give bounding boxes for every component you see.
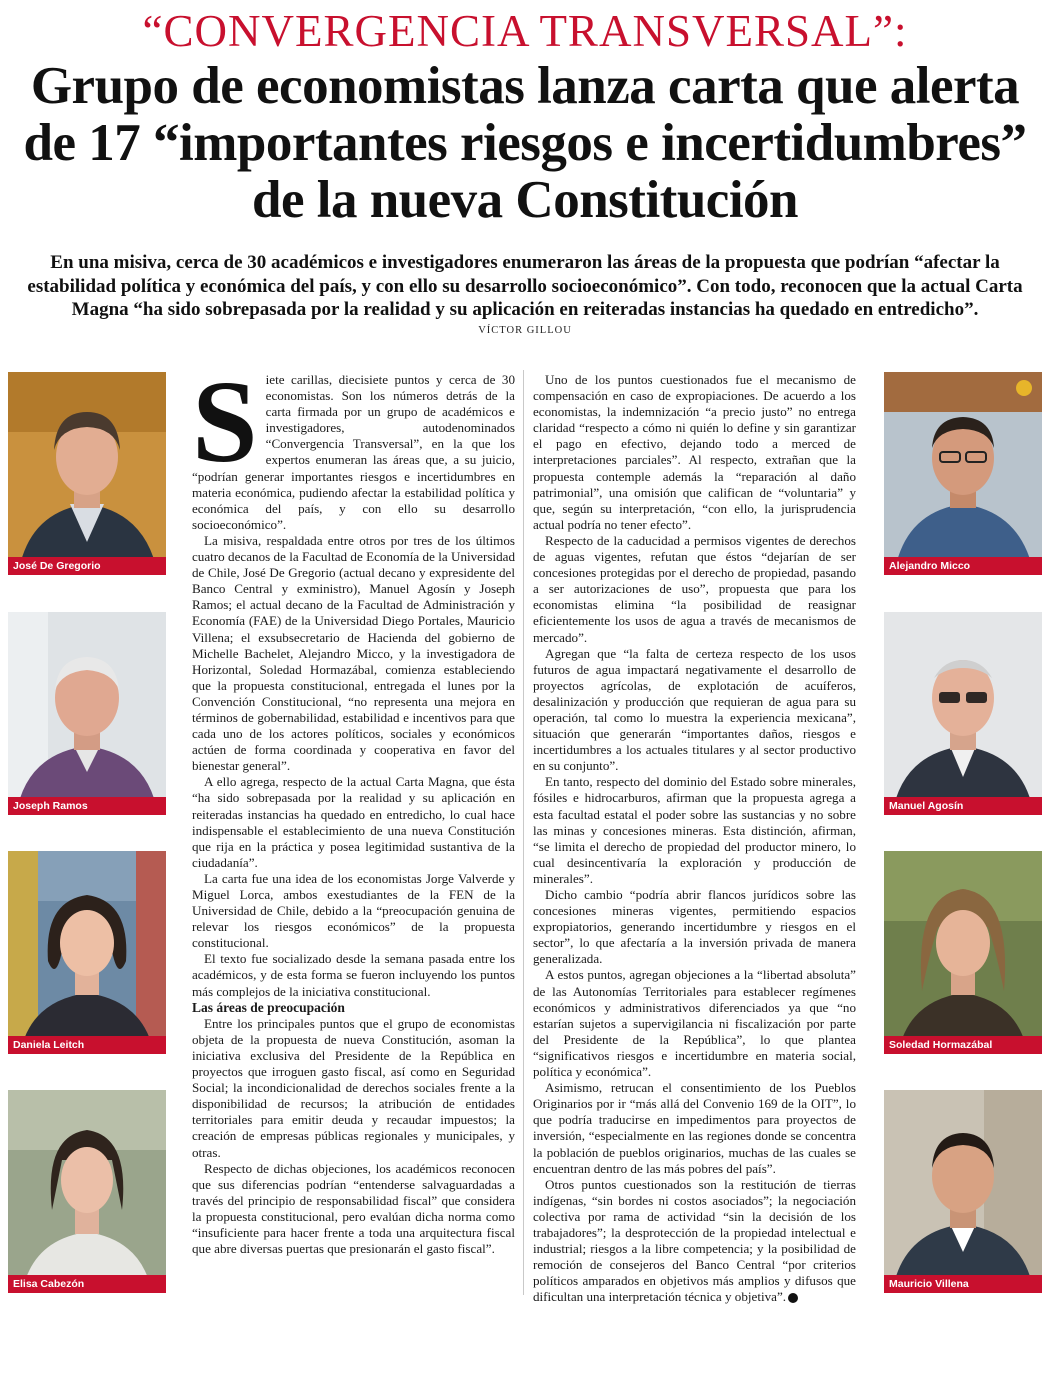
headline-line-1: Grupo de economistas lanza carta que alerta	[30, 57, 1020, 115]
portrait-illustration	[8, 1090, 166, 1293]
caption-right-4: Mauricio Villena	[884, 1275, 1042, 1293]
portrait-illustration	[8, 372, 166, 575]
paragraph: El texto fue socializado desde la semana pasada entre los académicos, y de esta forma se fueron incluyendo los puntos más complejos de la iniciativa constitucional.	[192, 951, 515, 999]
paragraph: La misiva, respaldada entre otros por tres de los últimos cuatro decanos de la Facultad de Economía de la Universidad de Chile, José De Gregorio (actual decano y expresidente del Banco Central y exministro), Manuel Agosín y Joseph Ramos; el actual decano de la Facultad de Administración y Economía (FAE) de la Universidad Diego Portales, Mauricio Villena; el exsubsecretario de Hacienda del gobierno de Michelle Bachelet, Alejandro Micco, y la investigadora de Horizontal, Soledad Hormazábal, comienza estableciendo que la propuesta constitucional, entregada el lunes por la Convención Constitucional, “no representa una mejora en términos de gobernabilidad, estabilidad e incentivos para que cada uno de los actores políticos, sociales y económicos actúen de forma coordinada y cooperativa en favor del bienestar general”.	[192, 532, 515, 774]
kicker: “CONVERGENCIA TRANSVERSAL”:	[142, 6, 908, 56]
paragraph-text: Otros puntos cuestionados son la restitución de tierras indígenas, “sin bordes ni costos asociados”; la negociación colectiva por rama de actividad “sin la decisión de los trabajadores”; la desprotección de la propiedad intelectual e industrial; riesgos a la libre competencia; y la posibilidad de remoción de consejeros del Banco Central “por criterios políticos amparados en objetivos más amplios y difusos que dificultan una interpretación técnica y objetiva”.	[533, 1176, 856, 1305]
paragraph: En tanto, respecto del dominio del Estado sobre minerales, fósiles e hidrocarburos, afirman que la propuesta agrega a esta facultad estatal el poder sobre las sustancias y no sobre las minas y concesiones mineras. Esta distinción, afirman, “se limita el derecho de propiedad del productor minero, lo cual desincentivaría la exploración y producción de minerales”.	[533, 774, 856, 886]
paragraph: A ello agrega, respecto de la actual Carta Magna, que ésta “ha sido sobrepasada por la realidad y su aplicación en reiteradas instancias ha quedado en entredicho, lo cual hace indispensable el establecimiento de una nueva Constitución que rija en la práctica y posea legitimidad sustantiva de la ciudadanía”.	[192, 774, 515, 870]
column-divider	[523, 370, 524, 1295]
deck: En una misiva, cerca de 30 académicos e investigadores enumeraron las áreas de la propuesta que podrían “afectar la estabilidad política y económica del país, y con ello su desarrollo socioeconómico”. Con todo, reconocen que la actual Carta Magna “ha sido sobrepasada por la realidad y su aplicación en reiteradas instancias ha quedado en entredicho”.	[27, 252, 1023, 320]
paragraph: A estos puntos, agregan objeciones a la “libertad absoluta” de las Autonomías Territoriales para establecer regímenes económicos y administrativos diferenciados ya que “no estarían sujetos a supervigilancia ni fiscalización por parte del Presidente de la República”, lo que plantea “significativos riesgos e incertidumbre en materia social, política y económica”.	[533, 967, 856, 1080]
dropcap: S	[192, 356, 258, 487]
photo-daniela-leitch	[8, 851, 166, 1054]
end-of-article-icon	[788, 1293, 798, 1303]
paragraph: Uno de los puntos cuestionados fue el mecanismo de compensación en caso de expropiaciones. De acuerdo a los economistas, la indemnización “a precio justo” no entrega claridad “respecto a cómo ni quién lo define y sin garantizar el pago en efectivo, dejando todo a merced de interpretaciones parciales”. Al respecto, extrañan que la propuesta contemple además la “reparación al daño patrimonial”, una omisión que califican de “voluntaria” y que, según su interpretación, “con ello, la jurisprudencia actual podría no tener efecto”.	[533, 372, 856, 532]
portrait-illustration	[8, 851, 166, 1054]
photo-soledad-hormazabal	[884, 851, 1042, 1054]
byline: VÍCTOR GILLOU	[478, 325, 572, 336]
portrait-illustration	[884, 1090, 1042, 1293]
portrait-illustration	[884, 372, 1042, 575]
portrait-illustration	[884, 612, 1042, 815]
photo-joseph-ramos	[8, 612, 166, 815]
caption-right-3: Soledad Hormazábal	[884, 1036, 1042, 1054]
caption-left-2: Joseph Ramos	[8, 797, 166, 815]
caption-left-1: José De Gregorio	[8, 557, 166, 575]
portrait-illustration	[8, 612, 166, 815]
paragraph: Respecto de dichas objeciones, los académicos reconocen que sus diferencias podrían “entenderse salvaguardadas a través del principio de responsabilidad fiscal” que considera la propuesta constitucional, pero evalúan dicha norma como “insuficiente para hacer frente a toda una arquitectura fiscal que abre diversas puertas que presionarán el gasto fiscal”.	[192, 1160, 515, 1257]
photo-elisa-cabezon	[8, 1090, 166, 1293]
body-column-1	[192, 356, 515, 1257]
last-paragraph	[533, 1177, 856, 1306]
caption-right-2: Manuel Agosín	[884, 797, 1042, 815]
paragraph: Dicho cambio “podría abrir flancos jurídicos sobre las concesiones mineras vigentes, permitiendo espacios expropiatorios, generando incertidumbre y riesgos en el sector”, lo que afectaría a la inversión privada de manera generalizada.	[533, 887, 856, 967]
paragraph: Entre los principales puntos que el grupo de economistas objeta de la propuesta de nueva Constitución, asoman la iniciativa exclusiva del Presidente de la República en proyectos que irroguen gasto fiscal, así como en Seguridad Social; la incondicionalidad de derechos sociales frente a la disponibilidad de recursos; la atribución de entidades territoriales para emitir deuda y recaudar impuestos; la creación de empresas públicas regionales y municipales, y otras.	[192, 1015, 515, 1160]
photo-alejandro-micco	[884, 372, 1042, 575]
paragraph: La carta fue una idea de los economistas Jorge Valverde y Miguel Lorca, ambos exestudiantes de la FEN de la Universidad de Chile, debido a la “preocupación genuina de relevar los riesgos económicos” de la propuesta constitucional.	[192, 870, 515, 951]
caption-left-4: Elisa Cabezón	[8, 1275, 166, 1293]
photo-jose-de-gregorio	[8, 372, 166, 575]
headline	[0, 58, 1050, 229]
portrait-illustration	[884, 851, 1042, 1054]
paragraph: Agregan que “la falta de certeza respecto de los usos futuros de agua impactará negativamente el desarrollo de proyectos agrícolas, de explotación de acuíferos, desalinización y producción que requieran de agua para su operación, tal como lo muestra la experiencia mexicana”, situación que generarán “importantes daños, riesgos e incertidumbres a los actuales titulares y al sector productivo en su conjunto”.	[533, 645, 856, 774]
section-subhead: Las áreas de preocupación	[192, 999, 345, 1015]
body-column-2	[533, 372, 856, 1305]
caption-left-3: Daniela Leitch	[8, 1036, 166, 1054]
caption-right-1: Alejandro Micco	[884, 557, 1042, 575]
photo-manuel-agosin	[884, 612, 1042, 815]
headline-line-2: de 17 “importantes riesgos e incertidumbres”	[23, 114, 1027, 172]
paragraph: Asimismo, retrucan el consentimiento de los Pueblos Originarios por ir “más allá del Convenio 169 de la OIT”, lo que podría traducirse en impedimentos para proyectos de inversión, “especialmente en las regiones donde se concentra la población de pueblos originarios, muchas de las cuales se encuentran dentro de las más pobres del país”.	[533, 1080, 856, 1176]
photo-mauricio-villena	[884, 1090, 1042, 1293]
paragraph: Respecto de la caducidad a permisos vigentes de derechos de aguas vigentes, refutan que éstos “dejarían de ser concesiones protegidas por el derecho de propiedad, pasando a ser autorizaciones de uso”, propuesta que para los economistas elimina “la posibilidad de reasignar eficientemente los usos de agua a través de mecanismos de mercado”.	[533, 532, 856, 645]
paragraph: iete carillas, diecisiete puntos y cerca de 30 economistas. Son los números detrás de la carta firmada por un grupo de académicos e investigadores, autodenominados “Convergencia Transversal”, en la que los expertos enumeran las áreas que, a su juicio, “podrían generar importantes riesgos e incertidumbres en materia económica, pudiendo afectar la estabilidad política y económica del país, y con ello su desarrollo socioeconómico”.	[192, 372, 515, 532]
headline-line-3: de la nueva Constitución	[251, 171, 799, 229]
